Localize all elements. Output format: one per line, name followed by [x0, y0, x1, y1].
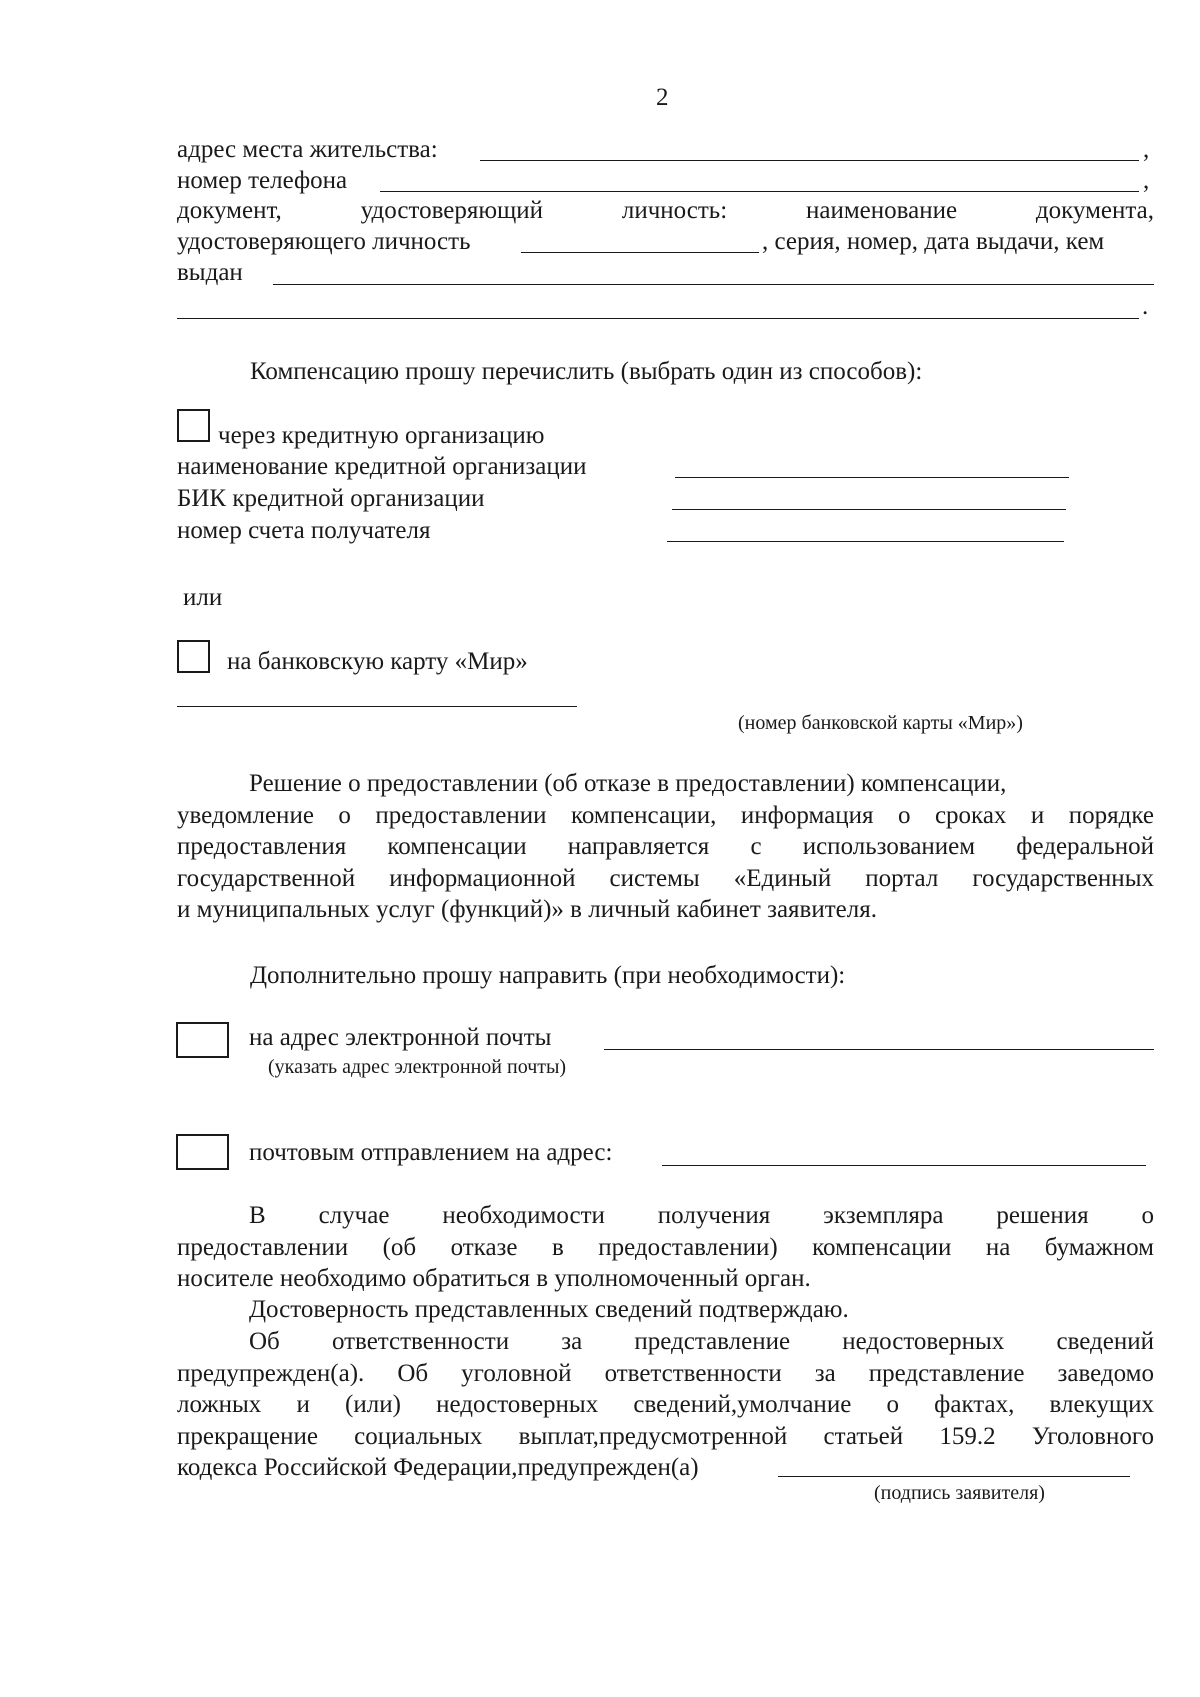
id-doc-word: личность: [621, 197, 728, 224]
issued-field-2[interactable] [177, 318, 1139, 319]
post-address-field[interactable] [662, 1165, 1146, 1166]
address-end: , [1143, 136, 1150, 163]
decision-line: государственной информационной системы «Единый портал государственных [177, 864, 1154, 892]
decision-line [177, 768, 1154, 800]
email-caption: (указать адрес электронной почты) [268, 1056, 567, 1078]
payment-heading: Компенсацию прошу перечислить (выбрать один из способов): [250, 358, 923, 385]
bik-field[interactable] [672, 509, 1066, 510]
id-doc-word: документа, [1035, 197, 1154, 224]
liability-paragraph [177, 1326, 1154, 1484]
paper-paragraph [177, 1200, 1154, 1295]
decision-line: предоставления компенсации направляется с использованием федеральной [177, 833, 1154, 860]
liability-line: кодекса Российской Федерации,предупрежден(а) [177, 1454, 699, 1481]
card-number-caption: (номер банковской карты «Мир») [738, 712, 1023, 734]
id-doc-word: документ, [177, 197, 282, 224]
id-doc-line2-end: , серия, номер, дата выдачи, кем [762, 228, 1105, 255]
signature-caption: (подпись заявителя) [874, 1482, 1045, 1504]
bik-label: БИК кредитной организации [177, 485, 485, 512]
page-number: 2 [656, 84, 669, 111]
bank-name-label: наименование кредитной организации [177, 453, 587, 480]
bank-name-field[interactable] [675, 477, 1069, 478]
decision-line-text: Решение о предоставлении (об отказе в предоставлении) компенсации, [249, 770, 1007, 797]
confirm-statement: Достоверность представленных сведений подтверждаю. [249, 1296, 849, 1323]
email-option-checkbox[interactable] [176, 1022, 229, 1058]
id-doc-line1 [177, 195, 1154, 227]
paper-line: носителе необходимо обратиться в уполномоченный орган. [177, 1265, 811, 1292]
issued-label: выдан [177, 259, 243, 286]
bank-option-checkbox[interactable] [177, 409, 210, 442]
paper-line: предоставлении (об отказе в предоставлении) компенсации на бумажном [177, 1233, 1154, 1261]
address-field[interactable] [480, 160, 1139, 161]
id-doc-word: удостоверяющий [360, 197, 544, 224]
account-field[interactable] [667, 541, 1064, 542]
email-option-label: на адрес электронной почты [249, 1024, 552, 1051]
liability-line: прекращение социальных выплат,предусмотренной статьей 159.2 Уголовного [177, 1422, 1154, 1450]
issued-end: . [1142, 293, 1149, 320]
liability-line: Об ответственности за представление недостоверных сведений [249, 1328, 1154, 1355]
issued-field-1[interactable] [273, 284, 1154, 285]
or-label: или [183, 584, 223, 611]
card-option-checkbox[interactable] [177, 640, 210, 673]
card-option-label: на банковскую карту «Мир» [227, 648, 528, 675]
post-option-label: почтовым отправлением на адрес: [249, 1139, 613, 1166]
address-label: адрес места жительства: [177, 136, 438, 163]
signature-field[interactable] [778, 1476, 1130, 1477]
additional-heading: Дополнительно прошу направить (при необходимости): [250, 962, 846, 989]
decision-paragraph [177, 768, 1154, 926]
phone-end: , [1143, 167, 1150, 194]
id-doc-word: наименование [805, 197, 958, 224]
decision-line: и муниципальных услуг (функций)» в личный кабинет заявителя. [177, 896, 877, 923]
card-number-field[interactable] [177, 706, 577, 707]
email-field[interactable] [604, 1049, 1154, 1050]
phone-label: номер телефона [177, 167, 348, 194]
bank-option-label: через кредитную организацию [218, 422, 545, 449]
phone-field[interactable] [380, 191, 1139, 192]
liability-line: ложных и (или) недостоверных сведений,умолчание о фактах, влекущих [177, 1391, 1154, 1418]
decision-line: уведомление о предоставлении компенсации, информация о сроках и порядке [177, 801, 1154, 829]
paper-line: В случае необходимости получения экземпляра решения о [249, 1202, 1154, 1229]
account-label: номер счета получателя [177, 517, 431, 544]
id-doc-name-field[interactable] [521, 252, 759, 253]
id-doc-line2-start: удостоверяющего личность [177, 228, 471, 255]
post-option-checkbox[interactable] [176, 1134, 229, 1170]
liability-line: предупрежден(а). Об уголовной ответственности за представление заведомо [177, 1359, 1154, 1387]
